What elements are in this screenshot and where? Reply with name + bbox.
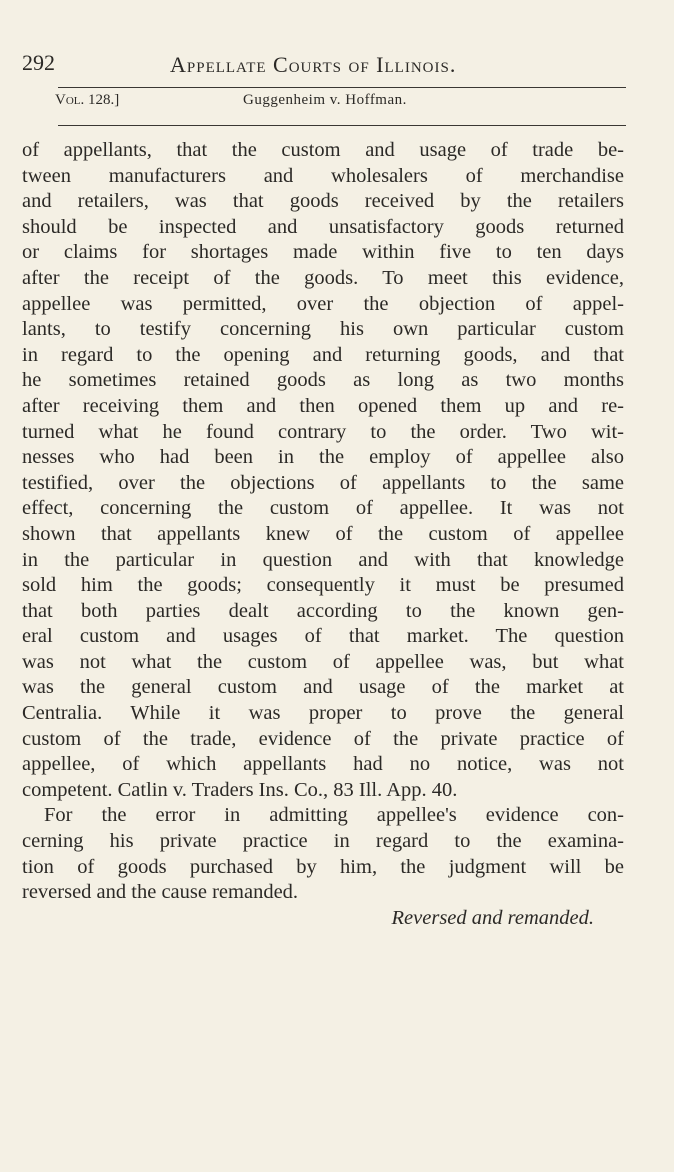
text-line: was the general custom and usage of the market at bbox=[22, 676, 624, 699]
page-number: 292 bbox=[22, 50, 55, 75]
text-line: should be inspected and unsatisfactory goods returned bbox=[22, 215, 624, 238]
case-name: Guggenheim v. Hoffman. bbox=[243, 92, 407, 108]
text-line: custom of the trade, evidence of the private practice of bbox=[22, 727, 624, 750]
text-line: turned what he found contrary to the order. Two wit- bbox=[22, 420, 624, 443]
text-line: tion of goods purchased by him, the judgment will be bbox=[22, 855, 624, 878]
text-line: after receiving them and then opened them up and re- bbox=[22, 394, 624, 417]
header-rule-bottom bbox=[58, 125, 626, 126]
running-title: Appellate Courts of Illinois. bbox=[170, 52, 457, 77]
disposition: Reversed and remanded. bbox=[391, 906, 594, 929]
text-line: competent. Catlin v. Traders Ins. Co., 83 Ill. App. 40. bbox=[22, 778, 458, 801]
header-rule-top bbox=[58, 87, 626, 88]
text-line: was not what the custom of appellee was, but what bbox=[22, 650, 624, 673]
text-line: eral custom and usages of that market. The question bbox=[22, 625, 624, 648]
text-line: reversed and the cause remanded. bbox=[22, 881, 299, 904]
text-line: appellee was permitted, over the objection of appel- bbox=[22, 292, 624, 315]
text-line: in regard to the opening and returning goods, and that bbox=[22, 343, 624, 366]
text-line: appellee, of which appellants had no notice, was not bbox=[22, 753, 624, 776]
text-line: tween manufacturers and wholesalers of merchandise bbox=[22, 164, 624, 187]
text-line: of appellants, that the custom and usage of trade be- bbox=[22, 139, 624, 161]
text-line: and retailers, was that goods received by the retailers bbox=[22, 190, 624, 213]
text-line: cerning his private practice in regard to the examina- bbox=[22, 830, 624, 853]
text-line: shown that appellants knew of the custom of appellee bbox=[22, 522, 624, 545]
text-line: lants, to testify concerning his own particular custom bbox=[22, 318, 624, 341]
volume-label: Vol. 128.] bbox=[55, 92, 120, 108]
text-line: Centralia. While it was proper to prove the general bbox=[22, 702, 624, 725]
opinion-text bbox=[22, 138, 624, 931]
text-line: testified, over the objections of appellants to the same bbox=[22, 471, 624, 494]
text-line: nesses who had been in the employ of appellee also bbox=[22, 446, 624, 469]
text-line: that both parties dealt according to the known gen- bbox=[22, 599, 624, 622]
text-line: or claims for shortages made within five to ten days bbox=[22, 241, 624, 264]
text-line: effect, concerning the custom of appellee. It was not bbox=[22, 497, 624, 520]
text-line: For the error in admitting appellee's evidence con- bbox=[44, 804, 624, 827]
text-line: in the particular in question and with that knowledge bbox=[22, 548, 624, 571]
text-line: sold him the goods; consequently it must be presumed bbox=[22, 574, 624, 597]
text-line: he sometimes retained goods as long as two months bbox=[22, 369, 624, 392]
text-line: after the receipt of the goods. To meet this evidence, bbox=[22, 266, 624, 289]
